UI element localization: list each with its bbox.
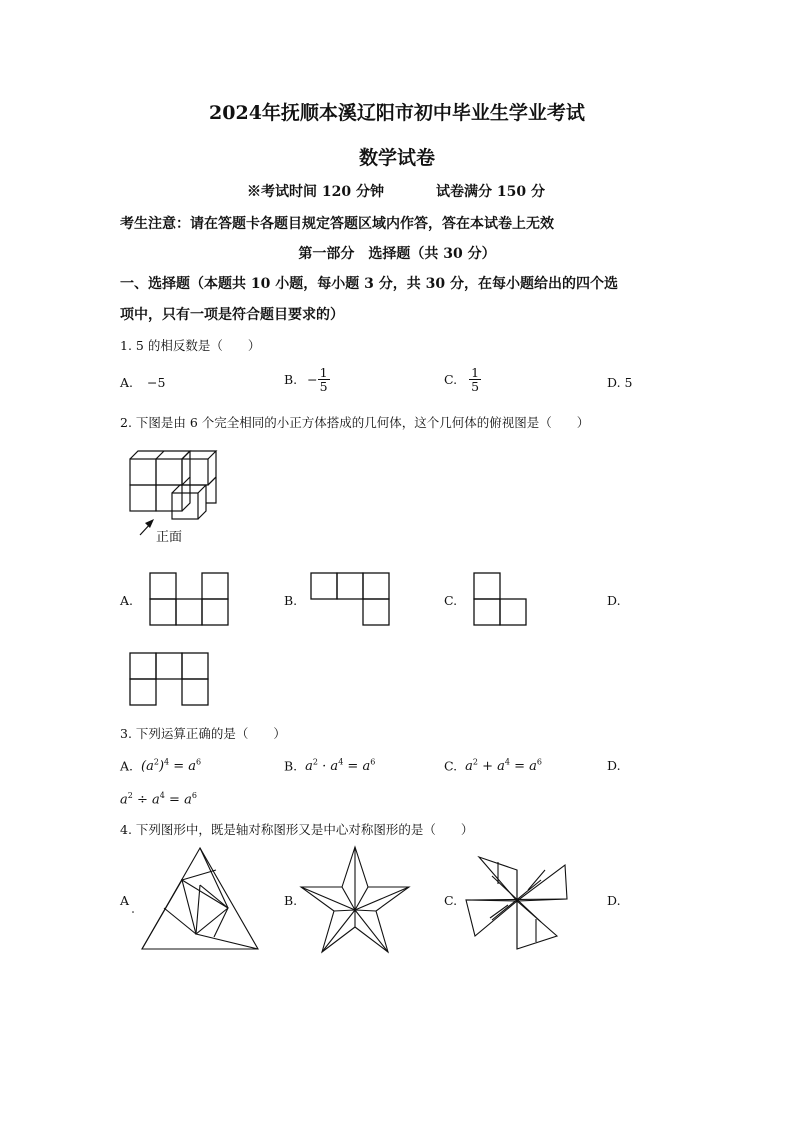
- exam-notice: 考生注意：请在答题卡各题目规定答题区域内作答，答在本试卷上无效: [120, 216, 554, 232]
- q3-stem: 3. 下列运算正确的是（ ）: [120, 726, 286, 741]
- q3-d-expr: $a^2 \div a^4 = a^6$: [120, 791, 197, 808]
- q1-stem: 1. 5 的相反数是（ ）: [120, 338, 261, 353]
- q1-a-text: −5: [147, 375, 166, 390]
- q1-c-numerator: 1: [471, 365, 480, 380]
- q2-option-a[interactable]: A.: [120, 593, 134, 608]
- exam-title: 2024年抚顺本溪辽阳市初中毕业生学业考试: [209, 102, 585, 124]
- q3-c-label: C.: [444, 758, 458, 774]
- q1-c-denominator: 5: [471, 379, 480, 395]
- exam-subject: 数学试卷: [358, 147, 435, 169]
- q2-option-c[interactable]: C.: [444, 593, 458, 608]
- q1-option-d[interactable]: D. 5: [607, 375, 633, 390]
- q4-option-b[interactable]: B.: [284, 893, 298, 908]
- q3-a-expr: $(a^2)^4 = a^6$: [141, 758, 202, 775]
- full-score: 试卷满分 150 分: [436, 184, 545, 200]
- q3-option-d[interactable]: D.: [607, 758, 621, 773]
- part1-heading: 第一部分 选择题（共 30 分）: [298, 246, 496, 262]
- q1-b-denominator: 5: [319, 379, 328, 395]
- q4-option-c[interactable]: C.: [444, 893, 458, 908]
- q2-option-b[interactable]: B.: [284, 593, 298, 608]
- section-instruction-line2: 项中，只有一项是符合题目要求的）: [120, 307, 344, 323]
- q1-b-numerator: 1: [319, 365, 328, 380]
- q1-b-sign: −: [307, 372, 318, 388]
- q1-a-label: A.: [120, 375, 134, 390]
- q3-a-label: A.: [120, 758, 134, 774]
- section-instruction-line1: 一、选择题（本题共 10 小题，每小题 3 分，共 30 分，在每小题给出的四个选: [120, 276, 618, 292]
- q3-b-expr: $a^2 \cdot a^4 = a^6$: [305, 758, 376, 775]
- q2-option-d[interactable]: D.: [607, 593, 621, 608]
- q4-stem: 4. 下列图形中，既是轴对称图形又是中心对称图形的是（ ）: [120, 822, 474, 837]
- q4-option-a[interactable]: A: [120, 893, 130, 908]
- q4-option-d[interactable]: D.: [607, 893, 621, 908]
- front-view-label: 正面: [156, 530, 183, 545]
- q1-c-label: C.: [444, 372, 458, 388]
- q3-c-expr: $a^2 + a^4 = a^6$: [465, 758, 542, 775]
- exam-time: ※考试时间 120 分钟: [247, 184, 384, 200]
- q3-b-label: B.: [284, 758, 298, 774]
- q1-b-label: B.: [284, 372, 298, 388]
- q2-stem: 2. 下图是由 6 个完全相同的小正方体搭成的几何体，这个几何体的俯视图是（ ）: [120, 415, 590, 430]
